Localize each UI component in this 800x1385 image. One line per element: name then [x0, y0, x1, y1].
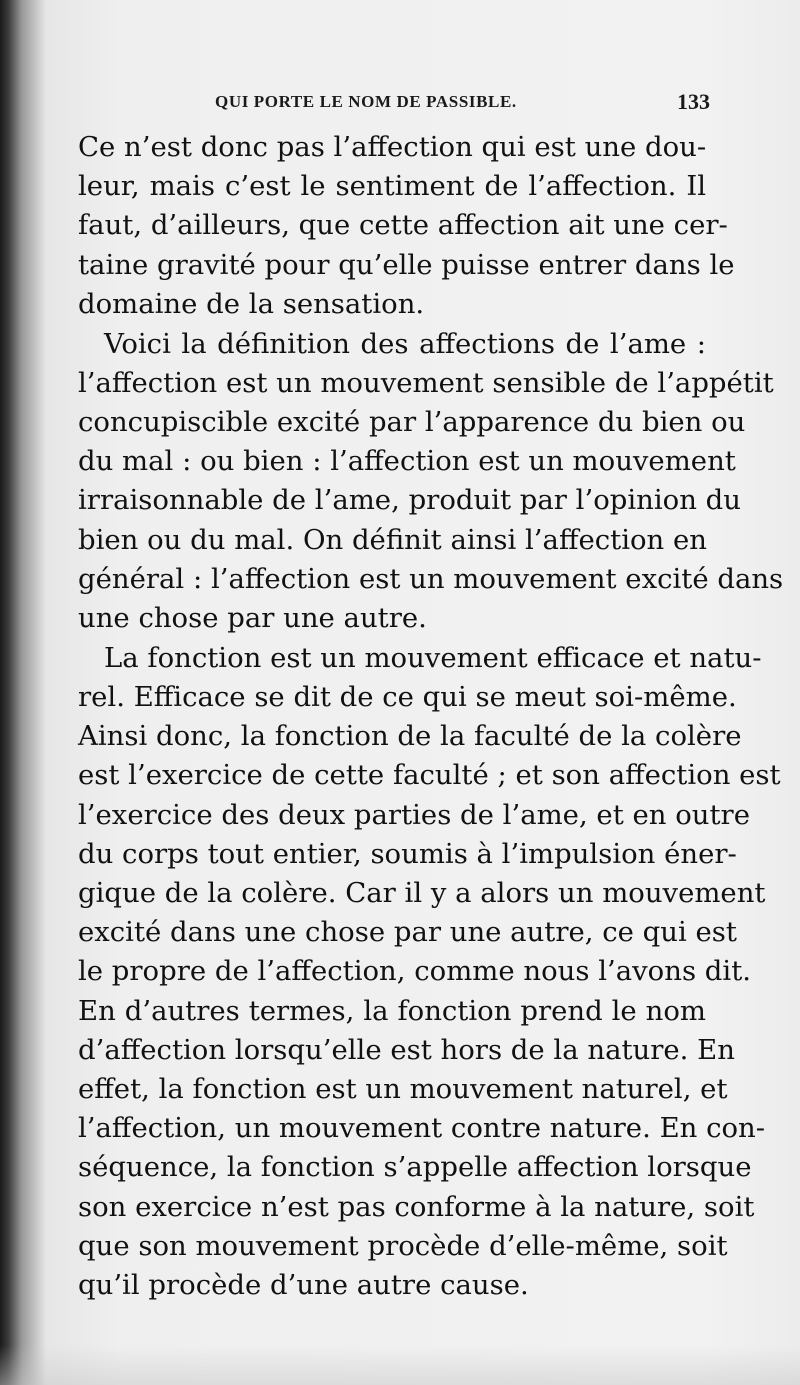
- body-text: [78, 128, 784, 1306]
- running-title: QUI PORTE LE NOM DE PASSIBLE.: [215, 92, 517, 111]
- text-line: leur, mais c’est le sentiment de l’affection. Il: [78, 170, 706, 203]
- paragraph: [78, 128, 735, 324]
- text-line: l’affection, un mouvement contre nature. En con-: [78, 1112, 766, 1145]
- text-line: La fonction est un mouvement efficace et natu-: [104, 641, 762, 674]
- text-line: une chose par une autre.: [78, 602, 427, 635]
- text-line: irraisonnable de l’ame, produit par l’opinion du: [78, 484, 741, 517]
- text-line: Ainsi donc, la fonction de la faculté de la colère: [78, 720, 742, 753]
- text-line: séquence, la fonction s’appelle affection lorsque: [78, 1151, 752, 1184]
- text-line: l’affection est un mouvement sensible de l’appétit: [78, 366, 774, 399]
- text-line: effet, la fonction est un mouvement naturel, et: [78, 1073, 728, 1106]
- text-line: concupiscible excité par l’apparence du bien ou: [78, 406, 746, 439]
- text-line: son exercice n’est pas conforme à la nature, soit: [78, 1190, 755, 1223]
- text-line: qu’il procède d’une autre cause.: [78, 1269, 529, 1302]
- text-line: En d’autres termes, la fonction prend le nom: [78, 994, 706, 1027]
- text-line: rel. Efficace se dit de ce qui se meut soi-même.: [78, 681, 737, 714]
- page-number: 133: [677, 89, 710, 114]
- text-line: excité dans une chose par une autre, ce qui est: [78, 916, 737, 949]
- text-line: que son mouvement procède d’elle-même, soit: [78, 1229, 728, 1262]
- page-edge-shadow: [0, 1345, 800, 1385]
- text-line: faut, d’ailleurs, que cette affection ait une cer-: [78, 209, 728, 242]
- text-line: Voici la définition des affections de l’ame :: [104, 327, 706, 360]
- text-line: l’exercice des deux parties de l’ame, et en outre: [78, 798, 750, 831]
- text-line: bien ou du mal. On définit ainsi l’affection en: [78, 523, 707, 556]
- paragraph: [78, 639, 781, 1305]
- text-line: le propre de l’affection, comme nous l’avons dit.: [78, 955, 751, 988]
- text-line: est l’exercice de cette faculté ; et son affection est: [78, 759, 781, 792]
- text-line: Ce n’est donc pas l’affection qui est une dou-: [78, 131, 707, 163]
- paragraph: [78, 325, 784, 639]
- text-line: gique de la colère. Car il y a alors un mouvement: [78, 877, 766, 910]
- text-line: domaine de la sensation.: [78, 287, 425, 320]
- text-line: général : l’affection est un mouvement excité dans: [78, 562, 784, 595]
- text-line: du corps tout entier, soumis à l’impulsion éner-: [78, 837, 737, 870]
- text-line: d’affection lorsqu’elle est hors de la nature. En: [78, 1033, 735, 1066]
- text-line: taine gravité pour qu’elle puisse entrer dans le: [78, 248, 735, 281]
- page-header: [75, 89, 710, 132]
- text-line: du mal : ou bien : l’affection est un mouvement: [78, 445, 736, 478]
